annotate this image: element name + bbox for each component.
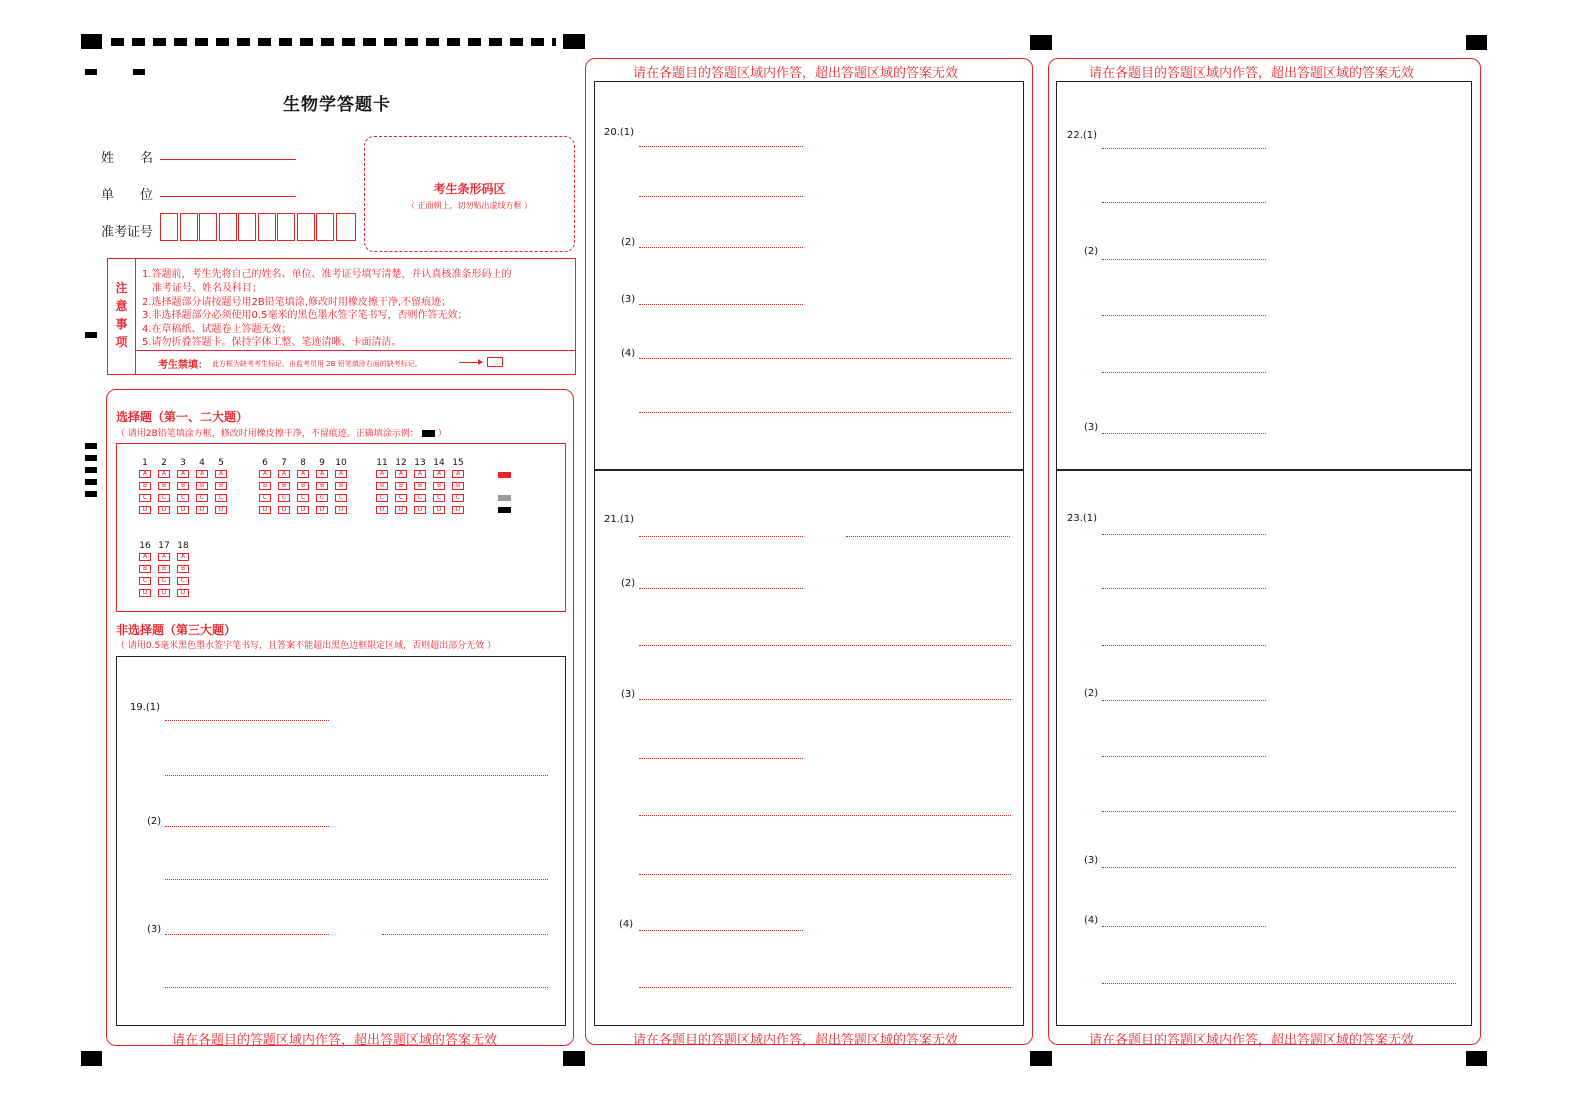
question-number: 15 <box>452 458 464 468</box>
answer-line[interactable] <box>639 304 803 305</box>
q23-2-label: (2) <box>1084 688 1099 699</box>
corner-mark <box>81 1051 102 1066</box>
option-bubble[interactable]: D <box>177 589 189 597</box>
nonmcq-section-title: 非选择题（第三大题） <box>116 623 237 637</box>
option-bubble[interactable]: A <box>177 470 189 478</box>
option-bubble[interactable]: D <box>395 506 407 514</box>
q23-label: 23.(1) <box>1067 513 1098 524</box>
top-banner-middle: 请在各题目的答题区域内作答，超出答题区域的答案无效 <box>633 66 959 81</box>
q21-3-label: (3) <box>621 689 636 700</box>
option-bubble[interactable]: A <box>335 470 347 478</box>
question-number: 10 <box>335 458 347 468</box>
q22-3-label: (3) <box>1084 422 1099 433</box>
q22-answer-box[interactable] <box>1056 81 1472 471</box>
option-bubble[interactable]: B <box>196 482 208 490</box>
option-bubble[interactable]: C <box>158 577 170 585</box>
q21-answer-box[interactable] <box>594 469 1024 1026</box>
page-title: 生物学答题卡 <box>283 95 391 115</box>
option-bubble[interactable]: A <box>433 470 445 478</box>
option-bubble[interactable]: D <box>297 506 309 514</box>
q22-label: 22.(1) <box>1067 130 1098 141</box>
answer-line[interactable] <box>846 536 1010 537</box>
option-bubble[interactable]: D <box>139 589 151 597</box>
option-bubble[interactable]: A <box>158 553 170 561</box>
option-bubble[interactable]: B <box>297 482 309 490</box>
option-bubble[interactable]: C <box>395 494 407 502</box>
answer-line[interactable] <box>639 358 1011 359</box>
q20-4-label: (4) <box>621 348 636 359</box>
corner-mark <box>1030 1051 1052 1066</box>
notice-line: 3.非选择题部分必须使用0.5毫米的黑色墨水签字笔书写，否则作答无效； <box>142 310 468 321</box>
notice-line: 2.选择题部分请按题号用2B铅笔填涂,修改时用橡皮擦干净,不留痕迹； <box>142 297 452 308</box>
option-bubble[interactable]: C <box>452 494 464 502</box>
answer-line[interactable] <box>165 934 329 935</box>
option-bubble[interactable]: B <box>278 482 290 490</box>
option-bubble[interactable]: A <box>278 470 290 478</box>
legend-swatch-red <box>498 472 511 478</box>
question-number: 2 <box>161 458 167 468</box>
option-bubble[interactable]: D <box>215 506 227 514</box>
exam-id-cells[interactable] <box>160 213 357 241</box>
question-number: 13 <box>414 458 426 468</box>
answer-line[interactable] <box>639 699 1011 700</box>
q19-3-label: (3) <box>147 924 162 935</box>
mcq-section-title: 选择题（第一、二大题） <box>116 410 249 424</box>
notice-side-divider <box>135 259 136 374</box>
option-bubble[interactable]: D <box>259 506 271 514</box>
option-bubble[interactable]: B <box>177 565 189 573</box>
legend-swatch-black <box>498 507 511 513</box>
absent-mark-box[interactable] <box>487 357 503 367</box>
option-bubble[interactable]: C <box>278 494 290 502</box>
side-mark <box>85 69 97 75</box>
answer-line[interactable] <box>1102 588 1266 589</box>
answer-line[interactable] <box>639 196 803 197</box>
corner-mark <box>563 34 585 49</box>
q21-4-label: (4) <box>619 919 634 930</box>
q20-3-label: (3) <box>621 294 636 305</box>
option-bubble[interactable]: C <box>433 494 445 502</box>
answer-line[interactable] <box>639 930 803 931</box>
barcode-area <box>364 136 575 252</box>
barcode-note: （ 正面朝上，切勿贴出虚线方框 ） <box>406 201 533 210</box>
question-number: 18 <box>177 541 189 551</box>
side-mark <box>85 467 97 473</box>
side-mark <box>85 455 97 461</box>
option-bubble[interactable]: D <box>452 506 464 514</box>
name-label: 姓 名 <box>101 151 154 166</box>
answer-line[interactable] <box>1102 315 1266 316</box>
option-bubble[interactable]: A <box>376 470 388 478</box>
answer-line[interactable] <box>639 987 1011 988</box>
side-mark <box>85 479 97 485</box>
option-bubble[interactable]: D <box>278 506 290 514</box>
option-bubble[interactable]: D <box>139 506 151 514</box>
option-bubble[interactable]: D <box>335 506 347 514</box>
option-bubble[interactable]: B <box>316 482 328 490</box>
option-bubble[interactable]: D <box>376 506 388 514</box>
option-bubble[interactable]: A <box>297 470 309 478</box>
question-number: 12 <box>395 458 407 468</box>
side-mark <box>85 443 97 449</box>
answer-line[interactable] <box>639 874 1011 875</box>
unit-field[interactable] <box>160 196 296 197</box>
q21-label: 21.(1) <box>604 514 635 525</box>
option-bubble[interactable]: B <box>395 482 407 490</box>
question-number: 1 <box>142 458 148 468</box>
q19-2-label: (2) <box>147 816 162 827</box>
answer-line[interactable] <box>1102 148 1266 149</box>
corner-mark <box>563 1051 585 1066</box>
notice-box <box>107 258 576 375</box>
question-number: 16 <box>139 541 151 551</box>
option-bubble[interactable]: A <box>215 470 227 478</box>
unit-label: 单 位 <box>101 188 154 203</box>
option-bubble[interactable]: B <box>414 482 426 490</box>
option-bubble[interactable]: B <box>158 565 170 573</box>
question-number: 3 <box>180 458 186 468</box>
question-number: 7 <box>281 458 287 468</box>
option-bubble[interactable]: C <box>139 494 151 502</box>
q21-2-label: (2) <box>621 578 636 589</box>
bottom-banner-middle: 请在各题目的答题区域内作答，超出答题区域的答案无效 <box>633 1033 959 1048</box>
option-bubble[interactable]: C <box>414 494 426 502</box>
option-bubble[interactable]: B <box>215 482 227 490</box>
answer-line[interactable] <box>639 536 803 537</box>
option-bubble[interactable]: A <box>177 553 189 561</box>
answer-line[interactable] <box>639 146 803 147</box>
option-bubble[interactable]: C <box>139 577 151 585</box>
answer-line[interactable] <box>639 815 1011 816</box>
option-bubble[interactable]: C <box>335 494 347 502</box>
option-bubble[interactable]: B <box>139 565 151 573</box>
timing-dash-strip <box>111 38 556 46</box>
option-bubble[interactable]: B <box>259 482 271 490</box>
answer-line[interactable] <box>1102 645 1266 646</box>
option-bubble[interactable]: B <box>452 482 464 490</box>
option-bubble[interactable]: A <box>395 470 407 478</box>
option-bubble[interactable]: B <box>376 482 388 490</box>
bottom-banner-right: 请在各题目的答题区域内作答，超出答题区域的答案无效 <box>1089 1033 1415 1048</box>
question-number: 5 <box>218 458 224 468</box>
answer-line[interactable] <box>1102 700 1266 701</box>
option-bubble[interactable]: B <box>139 482 151 490</box>
option-bubble[interactable]: A <box>316 470 328 478</box>
option-bubble[interactable]: B <box>335 482 347 490</box>
top-banner-right: 请在各题目的答题区域内作答，超出答题区域的答案无效 <box>1089 66 1415 81</box>
option-bubble[interactable]: D <box>196 506 208 514</box>
answer-line[interactable] <box>639 645 1011 646</box>
notice-line: 4.在草稿纸、试题卷上答题无效； <box>142 324 292 335</box>
answer-line[interactable] <box>165 987 548 988</box>
question-number: 17 <box>158 541 170 551</box>
answer-line[interactable] <box>1102 811 1456 812</box>
q19-answer-box[interactable] <box>116 656 566 1026</box>
notice-side-label: 注 意 事 项 <box>115 281 128 349</box>
option-bubble[interactable]: D <box>433 506 445 514</box>
answer-line[interactable] <box>1102 372 1266 373</box>
mcq-instruction: （ 请用2B铅笔填涂方框，修改时用橡皮擦干净，不留痕迹。正确填涂示例： ） <box>116 429 447 439</box>
corner-mark <box>1030 35 1052 50</box>
answer-line[interactable] <box>1102 926 1266 927</box>
q23-answer-box[interactable] <box>1056 469 1472 1026</box>
answer-line[interactable] <box>1102 867 1456 868</box>
q19-label: 19.(1) <box>130 702 161 713</box>
answer-line[interactable] <box>1102 756 1266 757</box>
answer-line[interactable] <box>1102 983 1456 984</box>
option-bubble[interactable]: A <box>196 470 208 478</box>
option-bubble[interactable]: C <box>376 494 388 502</box>
question-number: 4 <box>199 458 205 468</box>
answer-line[interactable] <box>165 879 548 880</box>
option-bubble[interactable]: C <box>297 494 309 502</box>
mcq-bubbles <box>117 444 565 611</box>
question-number: 9 <box>319 458 325 468</box>
answer-line[interactable] <box>165 720 329 721</box>
option-bubble[interactable]: D <box>158 506 170 514</box>
option-bubble[interactable]: C <box>259 494 271 502</box>
option-bubble[interactable]: C <box>316 494 328 502</box>
question-number: 11 <box>376 458 388 468</box>
answer-line[interactable] <box>639 588 803 589</box>
option-bubble[interactable]: A <box>452 470 464 478</box>
legend-swatch-gray <box>498 495 511 501</box>
notice-line: 5.请勿折叠答题卡。保持字体工整、笔迹清晰、卡面清洁。 <box>142 337 402 348</box>
corner-mark <box>1466 1051 1487 1066</box>
q23-3-label: (3) <box>1084 855 1099 866</box>
side-mark <box>85 491 97 497</box>
answer-line[interactable] <box>165 775 548 776</box>
option-bubble[interactable]: D <box>177 506 189 514</box>
q20-answer-box[interactable] <box>594 81 1024 471</box>
q20-2-label: (2) <box>621 237 636 248</box>
mcq-grid <box>116 443 566 612</box>
side-mark <box>85 332 97 338</box>
answer-line[interactable] <box>165 826 329 827</box>
option-bubble[interactable]: A <box>414 470 426 478</box>
absent-note: 此方框为缺考考生标记，由监考员用 2B 铅笔填涂右面的缺考标记。 <box>212 360 422 368</box>
option-bubble[interactable]: A <box>259 470 271 478</box>
notice-line: 准考证号、姓名及科目； <box>142 283 262 294</box>
answer-line[interactable] <box>639 412 1011 413</box>
option-bubble[interactable]: A <box>139 553 151 561</box>
bottom-banner-left: 请在各题目的答题区域内作答，超出答题区域的答案无效 <box>172 1033 498 1048</box>
question-number: 6 <box>262 458 268 468</box>
corner-mark <box>1466 35 1487 50</box>
notice-absent-divider <box>135 350 575 351</box>
option-bubble[interactable]: C <box>177 577 189 585</box>
arrow-head-icon <box>478 359 483 365</box>
option-bubble[interactable]: B <box>177 482 189 490</box>
option-bubble[interactable]: B <box>158 482 170 490</box>
q20-label: 20.(1) <box>604 127 635 138</box>
answer-line[interactable] <box>1102 259 1266 260</box>
notice-line: 1.答题前，考生先将自己的姓名、单位、准考证号填写清楚，并认真核准条形码上的 <box>142 269 512 280</box>
question-number: 8 <box>300 458 306 468</box>
q23-4-label: (4) <box>1084 915 1099 926</box>
option-bubble[interactable]: D <box>316 506 328 514</box>
nonmcq-instruction: （ 请用0.5毫米黑色墨水签字笔书写，且答案不能超出黑色边框限定区域，否则超出部分无效 ） <box>116 641 497 651</box>
example-fill-swatch <box>422 430 435 437</box>
option-bubble[interactable]: D <box>158 589 170 597</box>
option-bubble[interactable]: D <box>414 506 426 514</box>
name-field[interactable] <box>160 159 296 160</box>
side-mark <box>133 69 145 75</box>
answer-line[interactable] <box>382 934 548 935</box>
option-bubble[interactable]: C <box>177 494 189 502</box>
answer-line[interactable] <box>1102 534 1266 535</box>
option-bubble[interactable]: A <box>158 470 170 478</box>
absent-label: 考生禁填： <box>158 360 208 371</box>
barcode-title: 考生条形码区 <box>433 182 506 196</box>
option-bubble[interactable]: A <box>139 470 151 478</box>
answer-line[interactable] <box>1102 202 1266 203</box>
option-bubble[interactable]: C <box>196 494 208 502</box>
answer-line[interactable] <box>639 758 803 759</box>
answer-line[interactable] <box>639 247 803 248</box>
question-number: 14 <box>433 458 445 468</box>
option-bubble[interactable]: C <box>215 494 227 502</box>
exam-id-label: 准考证号 <box>101 225 154 240</box>
option-bubble[interactable]: C <box>158 494 170 502</box>
answer-line[interactable] <box>1102 433 1266 434</box>
q22-2-label: (2) <box>1084 246 1099 257</box>
corner-mark <box>81 34 102 49</box>
option-bubble[interactable]: B <box>433 482 445 490</box>
